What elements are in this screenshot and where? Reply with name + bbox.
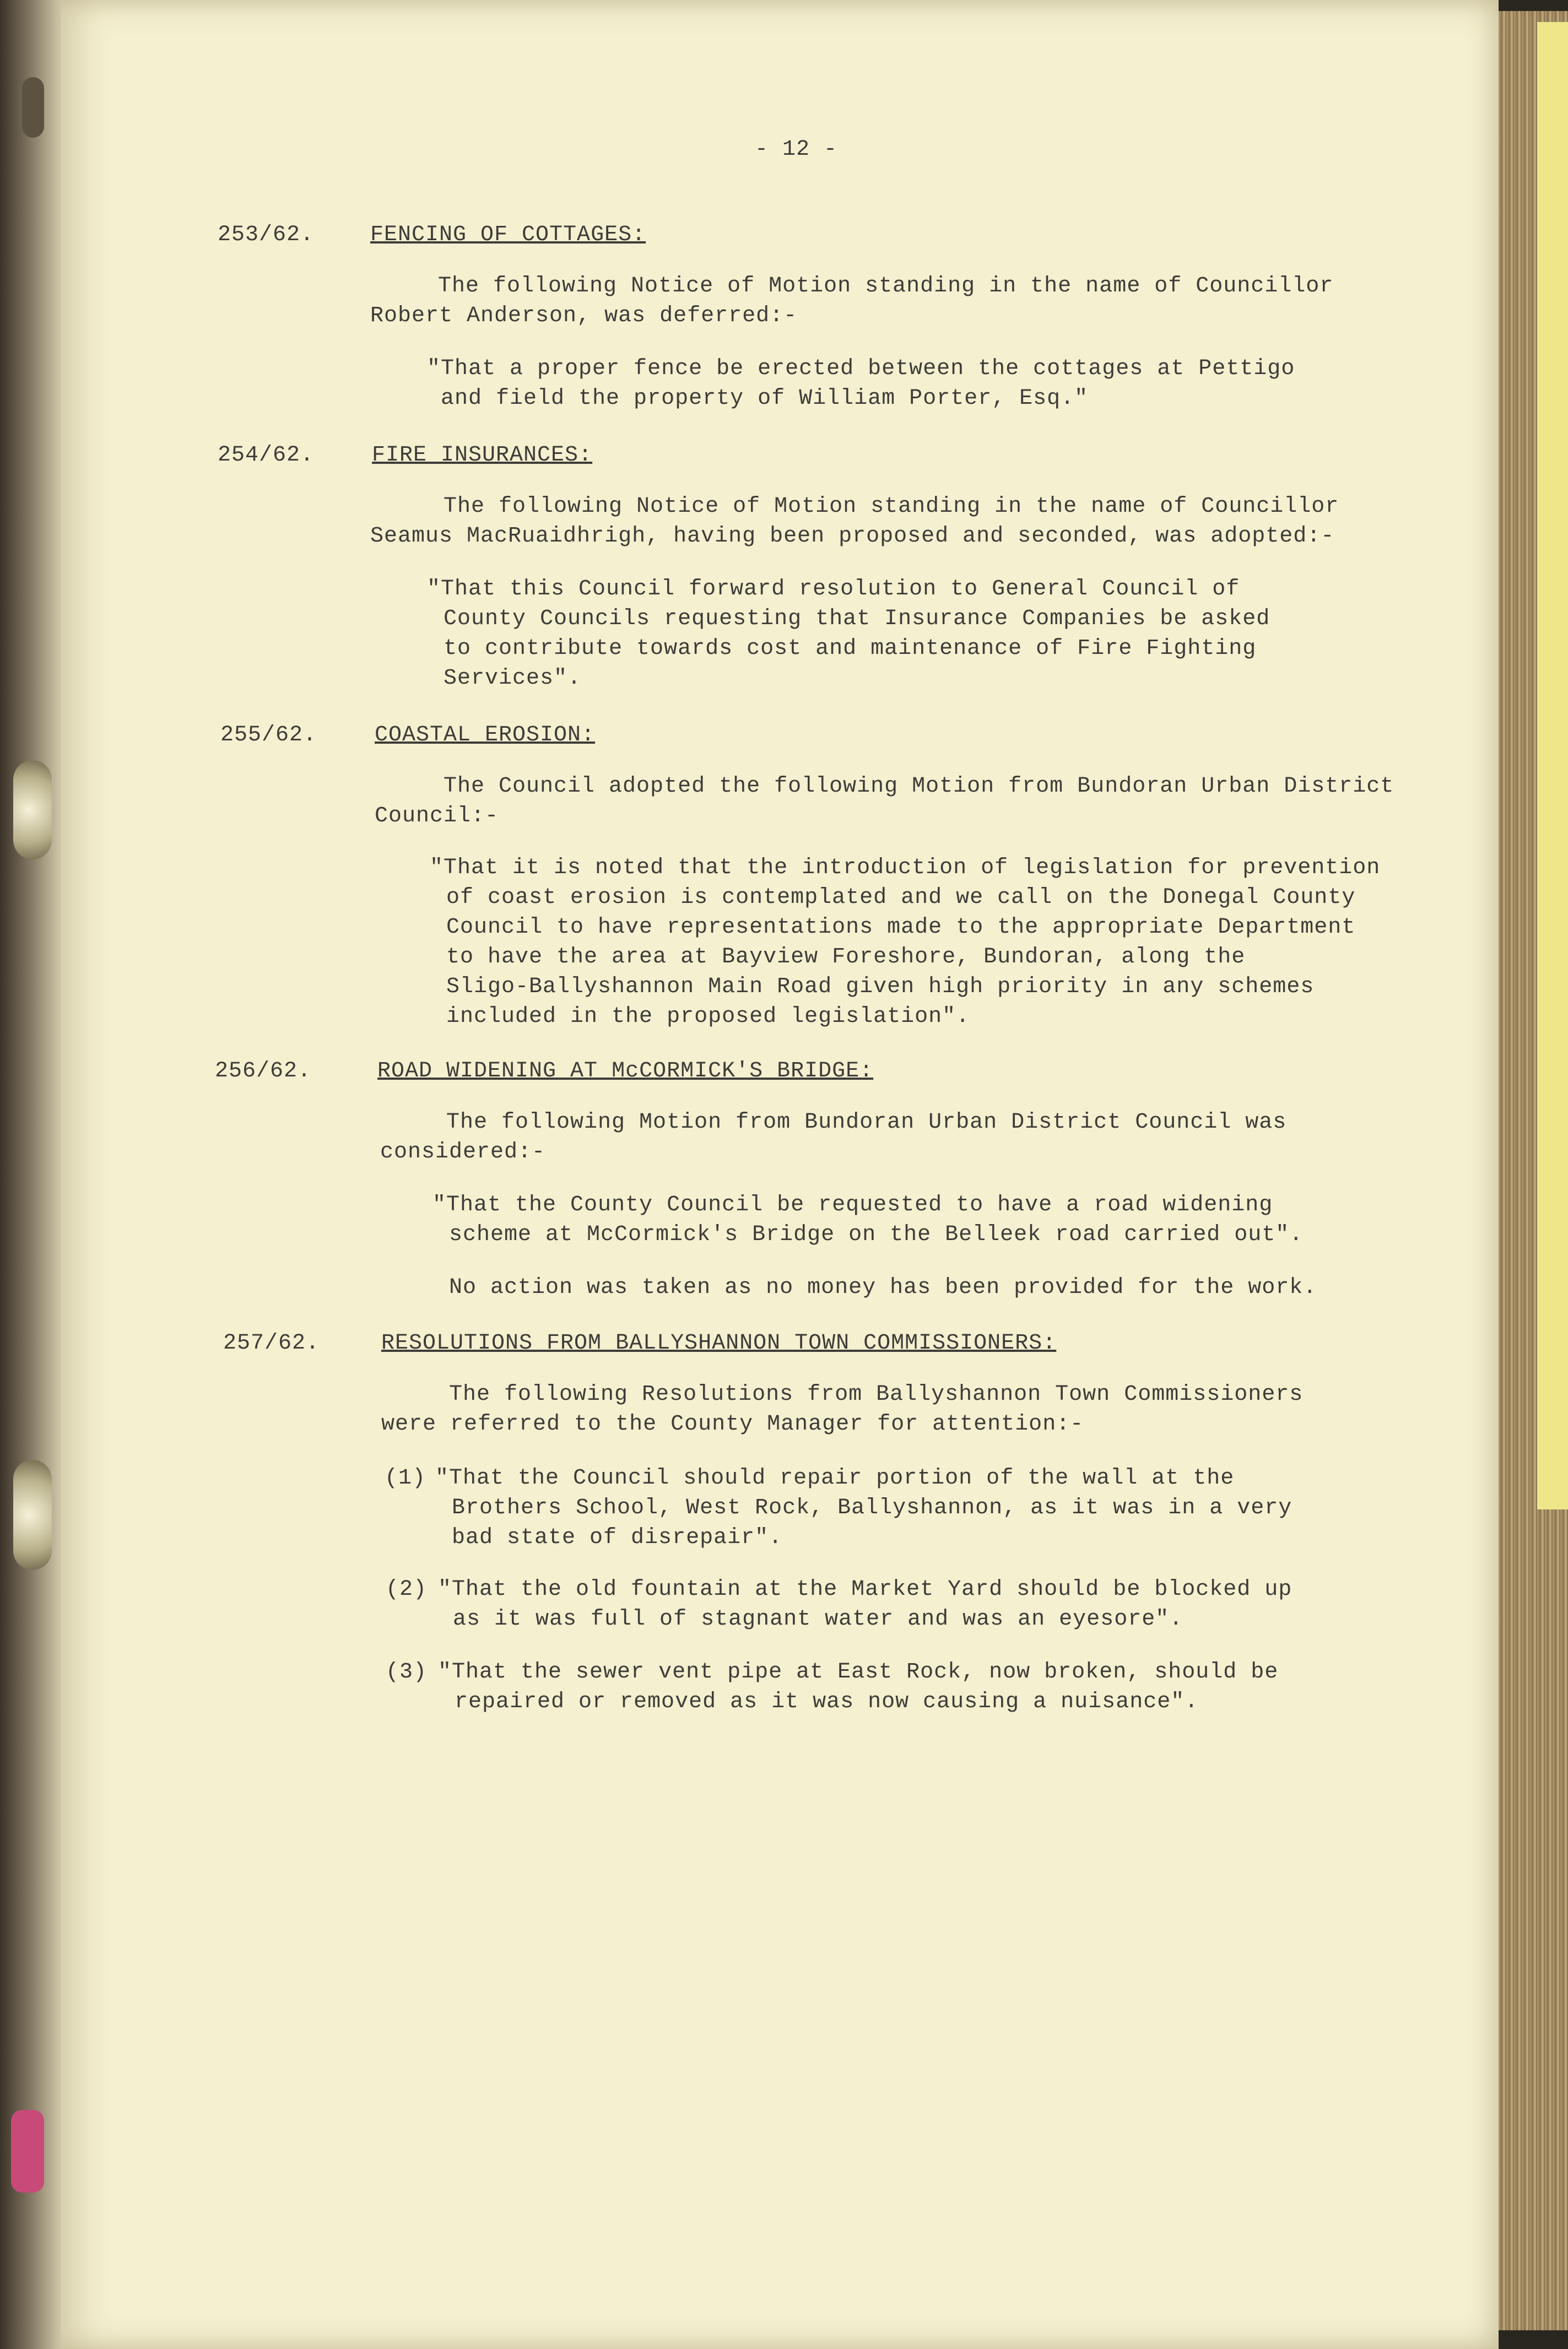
item-intro-line: Council:- [375,804,499,829]
item-heading: COASTAL EROSION: [375,723,596,748]
item-number: 253/62. [218,223,315,247]
item-quote-line: County Councils requesting that Insurance Companies be asked [444,607,1270,631]
item-quote-line: "That it is noted that the introduction of legislation for prevention [430,856,1381,880]
resolution-line: "That the sewer vent pipe at East Rock, now broken, should be [438,1660,1279,1685]
pink-marker [11,2110,44,2193]
item-intro-line: The following Motion from Bundoran Urban District Council was [446,1110,1287,1135]
binder-ring-top [13,760,52,859]
item-quote-line: to have the area at Bayview Foreshore, Bundoran, along the [446,945,1246,970]
item-intro-line: The Council adopted the following Motion from Bundoran Urban District [444,774,1394,799]
item-quote-line: Sligo-Ballyshannon Main Road given high priority in any schemes [446,975,1315,999]
resolution-label: (2) [386,1577,428,1602]
item-heading: RESOLUTIONS FROM BALLYSHANNON TOWN COMMISSIONERS: [381,1331,1057,1356]
item-quote-line: to contribute towards cost and maintenance of Fire Fighting [444,636,1257,661]
item-quote-line: of coast erosion is contemplated and we call on the Donegal County [446,885,1356,910]
item-intro-line: The following Resolutions from Ballyshannon Town Commissioners [449,1382,1304,1407]
resolution-label: (1) [385,1466,426,1491]
yellow-divider-tab [1537,22,1568,1509]
item-intro-line: were referred to the County Manager for attention:- [381,1412,1084,1437]
item-intro-line: Robert Anderson, was deferred:- [370,304,798,328]
resolution-line: bad state of disrepair". [452,1525,783,1550]
item-quote-line: and field the property of William Porter, Esq." [441,386,1089,411]
item-quote-line: included in the proposed legislation". [446,1004,970,1029]
resolution-line: Brothers School, West Rock, Ballyshannon, as it was in a very [452,1496,1293,1520]
item-heading: FIRE INSURANCES: [372,443,593,468]
item-number: 254/62. [218,443,315,468]
item-number: 257/62. [223,1331,320,1356]
item-quote-line: "That a proper fence be erected between the cottages at Pettigo [427,356,1295,381]
item-intro-line: considered:- [380,1140,546,1165]
page-number: - 12 - [755,137,838,162]
item-quote-line: Services". [444,666,582,691]
item-quote-line: "That this Council forward resolution to General Council of [427,577,1240,602]
item-quote-line: scheme at McCormick's Bridge on the Belleek road carried out". [449,1222,1304,1247]
resolution-line: "That the Council should repair portion of the wall at the [435,1466,1235,1491]
resolution-line: "That the old fountain at the Market Yard should be blocked up [438,1577,1293,1602]
item-heading: FENCING OF COTTAGES: [370,223,646,247]
item-quote-line: "That the County Council be requested to have a road widening [432,1193,1273,1217]
binding-clip [22,77,44,138]
item-intro-line: Seamus MacRuaidhrigh, having been proposed and seconded, was adopted:- [370,524,1335,549]
item-number: 256/62. [215,1059,312,1084]
item-note: No action was taken as no money has been provided for the work. [449,1275,1317,1300]
item-heading: ROAD WIDENING AT McCORMICK'S BRIDGE: [377,1059,874,1084]
resolution-label: (3) [386,1660,428,1685]
item-intro-line: The following Notice of Motion standing in the name of Councillor [438,274,1334,299]
item-quote-line: Council to have representations made to the appropriate Department [446,915,1356,940]
resolution-line: repaired or removed as it was now causing a nuisance". [455,1690,1199,1714]
resolution-line: as it was full of stagnant water and was an eyesore". [453,1607,1183,1632]
binder-ring-bottom [13,1460,52,1570]
item-number: 255/62. [220,723,317,748]
item-intro-line: The following Notice of Motion standing in the name of Councillor [444,494,1339,519]
page-sheet [61,0,1499,2349]
